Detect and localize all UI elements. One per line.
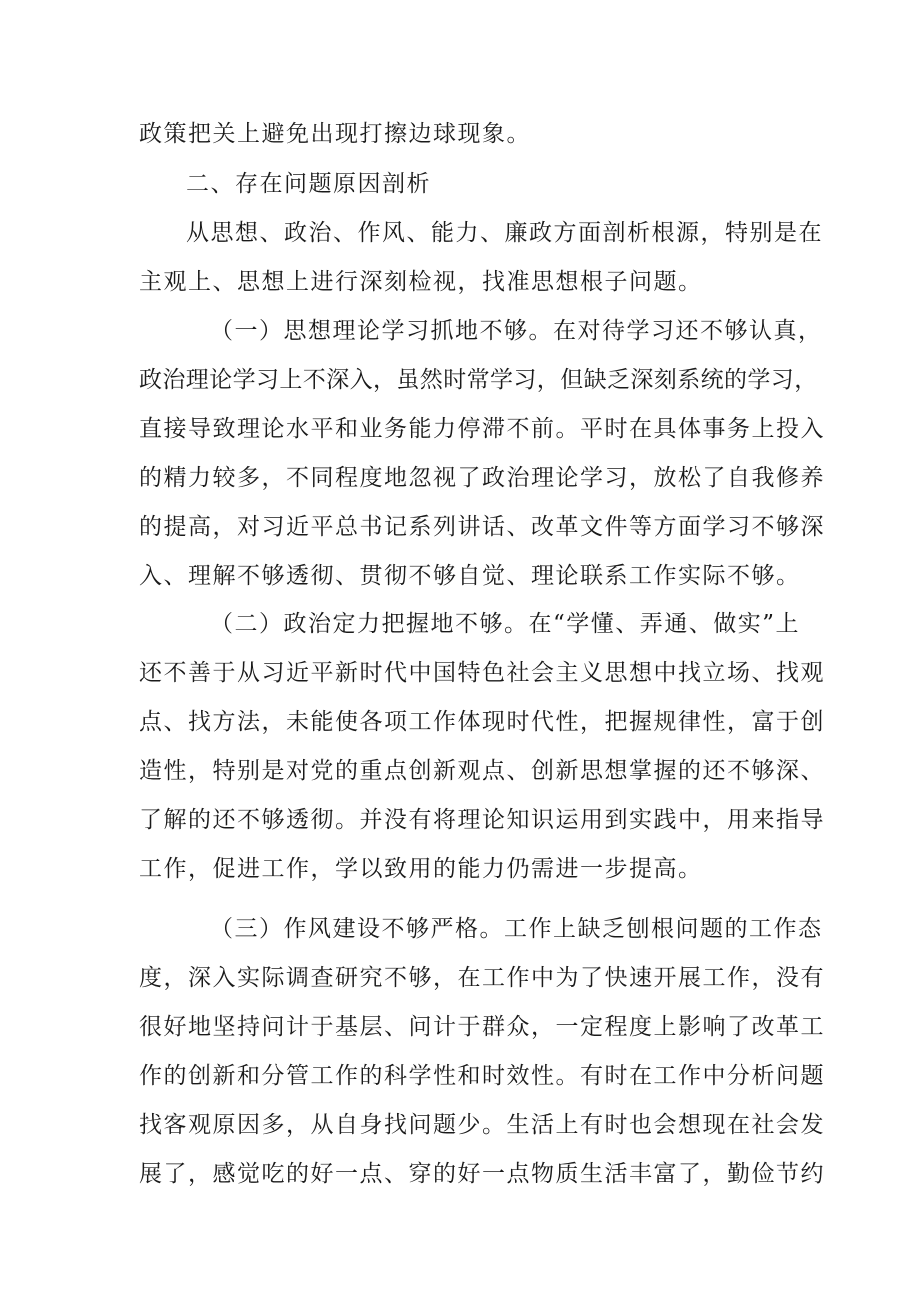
text-line: 直接导致理论水平和业务能力停滞不前。平时在具体事务上投入 xyxy=(139,416,825,442)
text-line: 主观上、思想上进行深刻检视，找准思想根子问题。 xyxy=(139,269,703,295)
text-line: 找客观原因多，从自身找问题少。生活上有时也会想现在社会发 xyxy=(139,1112,825,1138)
text-line: 政策把关上避免出现打擦边球现象。 xyxy=(139,121,531,147)
subsection-heading-line: （二）政治定力把握地不够。在“学懂、弄通、做实”上 xyxy=(210,611,801,637)
text-line: 了解的还不够透彻。并没有将理论知识运用到实践中，用来指导 xyxy=(139,807,825,833)
text-line: 造性，特别是对党的重点创新观点、创新思想掌握的还不够深、 xyxy=(139,758,825,784)
section-heading: 二、存在问题原因剖析 xyxy=(186,171,431,197)
text-line: 很好地坚持问计于基层、问计于群众，一定程度上影响了改革工 xyxy=(139,1014,825,1040)
text-line: 还不善于从习近平新时代中国特色社会主义思想中找立场、找观 xyxy=(139,660,825,686)
text-line: 点、找方法，未能使各项工作体现时代性，把握规律性，富于创 xyxy=(139,709,825,735)
text-line: 入、理解不够透彻、贯彻不够自觉、理论联系工作实际不够。 xyxy=(139,563,801,589)
text-line: 工作，促进工作，学以致用的能力仍需进一步提高。 xyxy=(139,856,703,882)
text-line: 从思想、政治、作风、能力、廉政方面剖析根源，特别是在 xyxy=(186,220,823,246)
subsection-heading-line: （三）作风建设不够严格。工作上缺乏刨根问题的工作态 xyxy=(210,916,823,942)
text-line: 度，深入实际调查研究不够，在工作中为了快速开展工作，没有 xyxy=(139,965,825,991)
text-line: 展了，感觉吃的好一点、穿的好一点物质生活丰富了，勤俭节约 xyxy=(139,1161,825,1187)
text-line: 的精力较多，不同程度地忽视了政治理论学习，放松了自我修养 xyxy=(139,465,825,491)
text-line: 的提高，对习近平总书记系列讲话、改革文件等方面学习不够深 xyxy=(139,514,825,540)
text-line: 作的创新和分管工作的科学性和时效性。有时在工作中分析问题 xyxy=(139,1063,825,1089)
subsection-heading-line: （一）思想理论学习抓地不够。在对待学习还不够认真， xyxy=(210,318,823,344)
text-line: 政治理论学习上不深入，虽然时常学习，但缺乏深刻系统的学习， xyxy=(139,367,818,393)
